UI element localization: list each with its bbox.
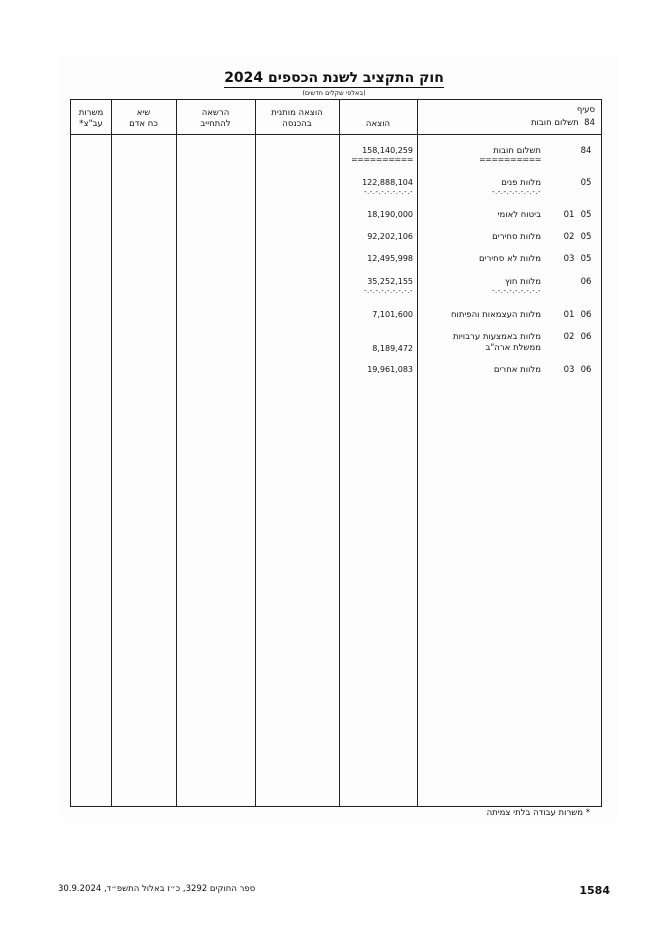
amount-cell: 18,190,000 bbox=[367, 210, 413, 219]
amount-cell: 122,888,104 bbox=[362, 178, 413, 187]
column-divider bbox=[417, 100, 418, 806]
group-code: 06 bbox=[580, 277, 592, 287]
header-peak-manpower: שיא כח אדם bbox=[129, 108, 158, 129]
row-label: מלוות לא סחירים bbox=[478, 254, 541, 264]
column-divider bbox=[176, 100, 177, 806]
page-footer bbox=[58, 884, 610, 898]
budget-table bbox=[70, 99, 602, 807]
subtotal-underline: -.-.-.-.-.-.-.-.- bbox=[363, 287, 413, 295]
section-code: 84 bbox=[580, 146, 592, 156]
row-label: ביטוח לאומי bbox=[497, 210, 541, 220]
label-underline: ========== bbox=[478, 155, 541, 164]
page-title: חוק התקציב לשנת הכספים 2024 bbox=[224, 70, 444, 86]
row-label: מלוות סחירים bbox=[492, 232, 541, 242]
group-code: 06 bbox=[580, 332, 592, 342]
label-underline: -.-.-.-.-.-.-.-.- bbox=[491, 188, 541, 196]
group-code: 06 bbox=[580, 365, 592, 375]
footnote: * משרות עבודה בלתי צמיתה bbox=[486, 808, 590, 818]
header-section-name: 84 תשלום חובות bbox=[530, 118, 595, 128]
publication-info: ספר החוקים 3292, כ״ז באלול התשפ״ד, 30.9.2024 bbox=[58, 884, 256, 894]
group-code: 05 bbox=[580, 232, 592, 242]
header-positions: משרות עב"צ* bbox=[78, 108, 104, 129]
header-divider bbox=[71, 134, 601, 135]
amount-cell: 12,495,998 bbox=[367, 254, 413, 263]
header-conditional-expense: הוצאה מותנית בהכנסה bbox=[271, 108, 323, 129]
label-underline: -.-.-.-.-.-.-.-.- bbox=[491, 287, 541, 295]
row-label: מלוות פנים bbox=[501, 178, 541, 188]
row-label: מלוות אחרים bbox=[493, 365, 541, 375]
header-expense: הוצאה bbox=[365, 119, 391, 129]
item-code: 03 bbox=[563, 365, 575, 375]
header-section: סעיף bbox=[576, 105, 595, 115]
amount-cell: 92,202,106 bbox=[367, 232, 413, 241]
group-code: 06 bbox=[580, 310, 592, 320]
row-label: מלוות העצמאות והפיתוח bbox=[450, 310, 541, 320]
column-divider bbox=[339, 100, 340, 806]
subtotal-underline: -.-.-.-.-.-.-.-.- bbox=[363, 188, 413, 196]
amount-cell: 19,961,083 bbox=[367, 365, 413, 374]
page-subtitle: (באלפי שקלים חדשים) bbox=[302, 89, 366, 97]
group-code: 05 bbox=[580, 178, 592, 188]
amount-cell: 8,189,472 bbox=[372, 344, 413, 353]
item-code: 02 bbox=[563, 232, 575, 242]
column-divider bbox=[255, 100, 256, 806]
item-code: 01 bbox=[563, 310, 575, 320]
total-underline: ========== bbox=[350, 155, 413, 164]
item-code: 01 bbox=[563, 210, 575, 220]
row-label: מלוות חוץ bbox=[505, 277, 541, 287]
amount-cell: 35,252,155 bbox=[367, 277, 413, 286]
page-number: 1584 bbox=[579, 884, 610, 897]
item-code: 03 bbox=[563, 254, 575, 264]
group-code: 05 bbox=[580, 254, 592, 264]
group-code: 05 bbox=[580, 210, 592, 220]
row-label: תשלום חובות bbox=[493, 146, 541, 156]
item-code: 02 bbox=[563, 332, 575, 342]
column-divider bbox=[111, 100, 112, 806]
amount-cell: 7,101,600 bbox=[372, 310, 413, 319]
header-commitment: הרשאה להתחייב bbox=[200, 108, 231, 129]
row-label: מלוות באמצעות ערבויות ממשלת ארה"ב bbox=[452, 332, 541, 353]
amount-cell: 158,140,259 bbox=[362, 146, 413, 155]
